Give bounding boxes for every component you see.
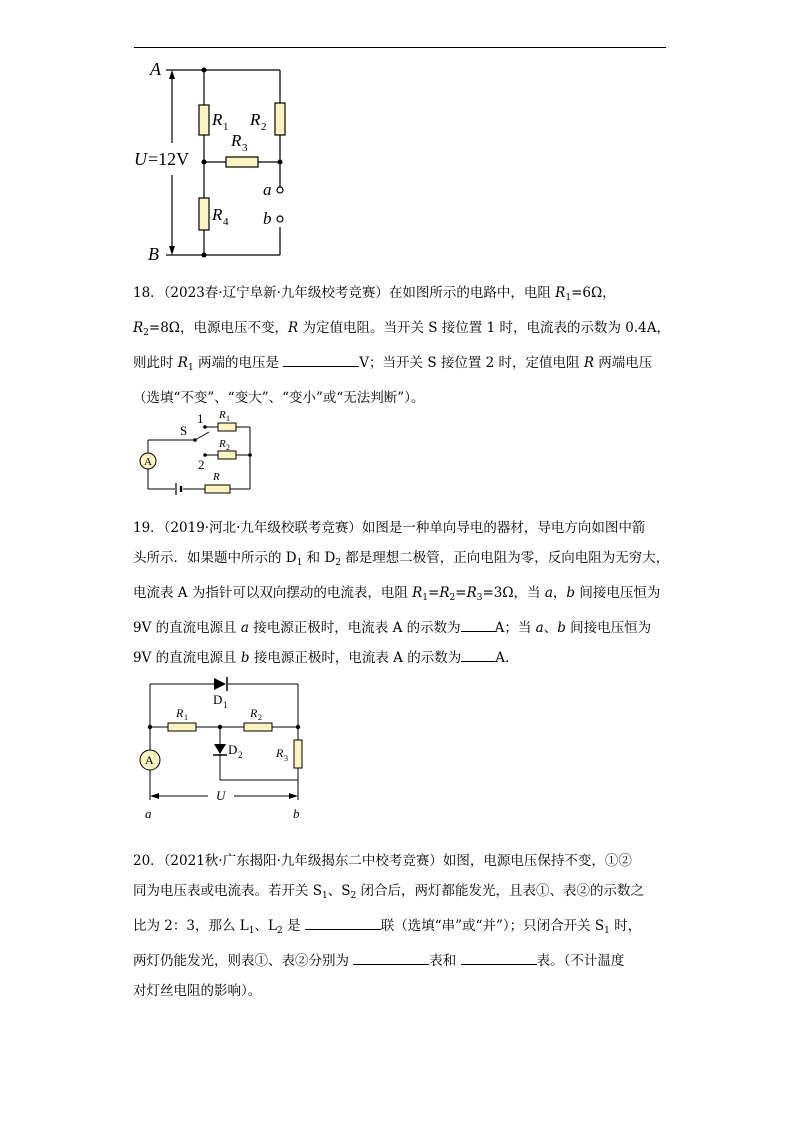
r-label: R	[213, 471, 220, 483]
pos1-label: 1	[197, 411, 204, 426]
circuit-figure-18	[133, 403, 263, 498]
d2-label: D	[228, 742, 238, 757]
r1-label: R	[176, 706, 184, 720]
question-19: 19．（2019·河北·九年级校联考竞赛）如图是一种单向导电的器材，导电方向如图中箭 头所示．如果题中所示的 $D_1$ 和 $D_2$ 都是理想二极管，正向电阻为零，反向电阻为无穷大， 电流表 A 为指针可以双向摆动的电流表，电阻 $R_1=R_2=R_3=3\Omega$，当 a，b 间接电压恒为 9V 的直流电源且 a 接电源正极时，电流表 A 的示数为 A；当 a、b 间接电压恒为 9V 的直流电源且 b 接电源正极时，电流表 A 的示数为 A.	[133, 520, 670, 666]
node-b-label: B	[148, 244, 159, 264]
switch-label: S	[180, 423, 188, 438]
pos2-label: 2	[198, 457, 205, 472]
r4-sub: 4	[223, 216, 229, 228]
ammeter-label: A	[144, 456, 152, 468]
circuit-figure-17	[130, 55, 300, 265]
terminal-b-label: b	[263, 209, 272, 228]
r2-sub: 2	[258, 713, 262, 722]
b-label: b	[293, 806, 300, 821]
resistor-r2	[244, 723, 272, 731]
resistor-r2	[275, 103, 285, 135]
voltage-value: =12V	[148, 149, 190, 169]
answer-blank	[305, 916, 381, 930]
terminal-a-label: a	[263, 180, 272, 199]
diode-d2	[214, 744, 226, 754]
circuit-figure-19	[130, 672, 320, 822]
r2-label: R	[250, 110, 261, 129]
resistor-r1	[168, 723, 196, 731]
r2-sub: 2	[226, 443, 230, 452]
r2-sub: 2	[261, 121, 267, 133]
resistor-r4	[199, 198, 209, 230]
r1-label: R	[219, 409, 226, 421]
resistor-r1	[199, 105, 209, 135]
u-label: U	[216, 788, 226, 803]
answer-blank	[283, 353, 359, 367]
r1-sub: 1	[184, 713, 188, 722]
resistor-r	[205, 485, 230, 493]
ammeter-label: A	[145, 753, 154, 767]
d2-sub: 2	[238, 750, 243, 760]
header-rule	[134, 47, 666, 48]
r1-sub: 1	[223, 121, 229, 133]
r3-sub: 3	[284, 754, 288, 763]
r1-sub: 1	[226, 414, 230, 423]
answer-blank	[461, 648, 495, 662]
diode-d1	[214, 678, 226, 690]
resistor-r1	[218, 423, 236, 431]
answer-blank	[461, 951, 537, 965]
answer-blank	[353, 951, 429, 965]
r2-label: R	[250, 706, 258, 720]
r3-label: R	[231, 131, 242, 150]
resistor-r3	[294, 740, 302, 768]
voltage-symbol: U	[134, 149, 147, 169]
r3-label: R	[276, 746, 284, 760]
d1-label: D	[213, 692, 223, 707]
resistor-r3	[226, 157, 258, 167]
resistor-r2	[218, 451, 236, 459]
question-20: 20．（2021秋·广东揭阳·九年级揭东二中校考竞赛）如图，电源电压保持不变，①② 同为电压表或电流表。若开关 $S_1$、$S_2$ 闭合后，两灯都能发光，且表①、表②的示数之 比为 2：3，那么 $L_1$、$L_2$ 是 联（选填“串”或“并”）；只闭合开关 $S_1$ 时， 两灯仍能发光，则表①、表②分别为 表和 表。（不计温度 对灯丝电阻的影响）。	[133, 853, 645, 999]
r3-sub: 3	[242, 142, 248, 154]
r1-label: R	[212, 110, 223, 129]
answer-blank	[461, 618, 495, 632]
r4-label: R	[212, 205, 223, 224]
d1-sub: 1	[223, 700, 228, 710]
r2-label: R	[219, 438, 226, 450]
question-18: 18．（2023春·辽宁阜新·九年级校考竞赛）在如图所示的电路中，电阻 $R_1=6\Omega$， $R_2=8\Omega$，电源电压不变，R 为定值电阻。当开关 S 接位置 1 时，电流表的示数为 0.4A， 则此时 $R_1$ 两端的电压是 V；当开关 S 接位置 2 时，定值电阻 R 两端电压 （选填“不变”、“变大”、“变小”或“无法判断”）。	[133, 285, 670, 406]
node-a-label: A	[150, 59, 161, 79]
a-label: a	[145, 806, 152, 821]
